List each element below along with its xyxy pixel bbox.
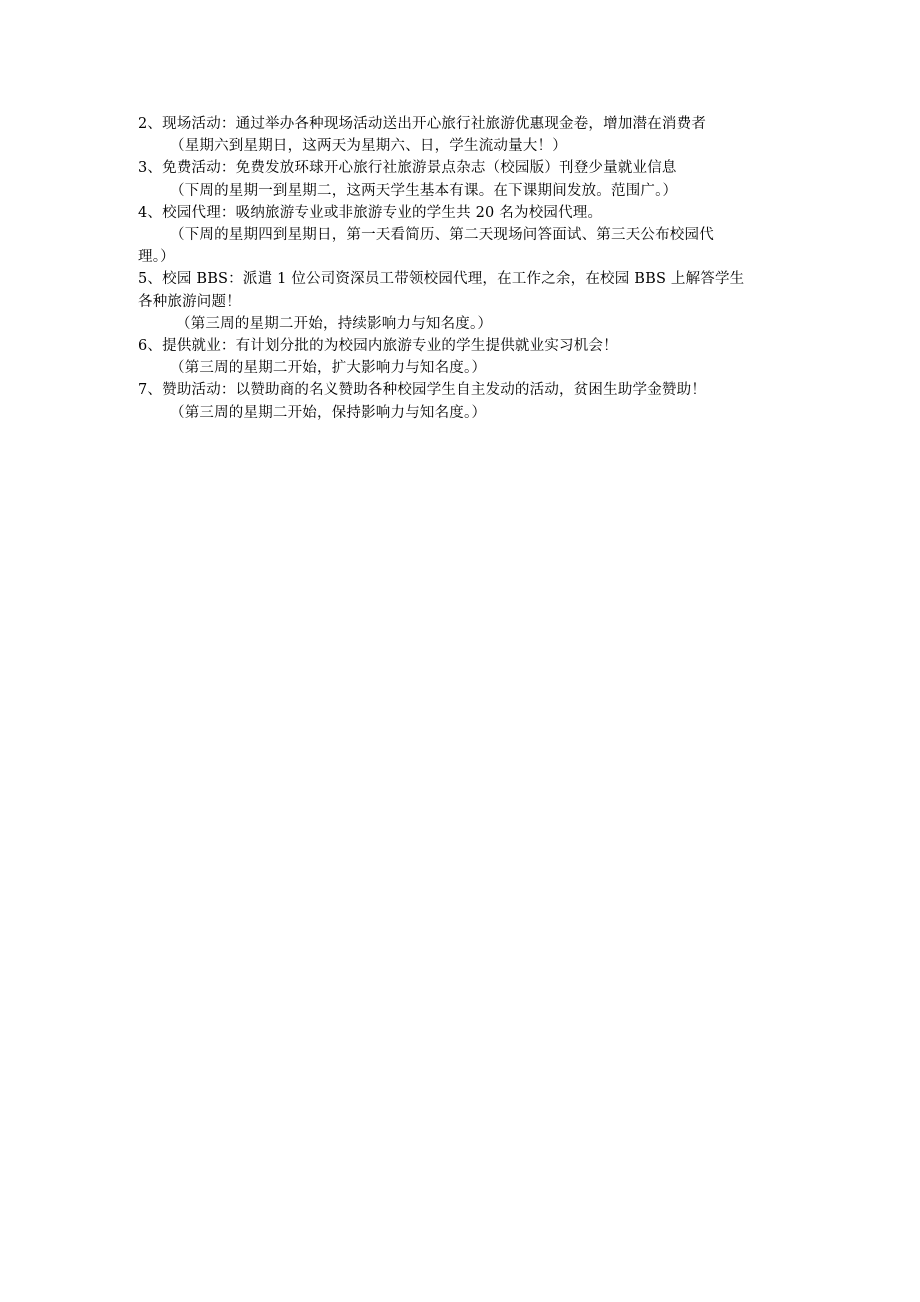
document-body	[138, 113, 788, 424]
item-6-heading: 6、提供就业：有计划分批的为校园内旅游专业的学生提供就业实习机会！	[138, 338, 618, 355]
item-5-note: （第三周的星期二开始，持续影响力与知名度。）	[176, 315, 493, 332]
item-4-note-cont: 理。）	[138, 249, 175, 266]
item-3-note: （下周的星期一到星期二，这两天学生基本有课。在下课期间发放。范围广。）	[170, 182, 678, 199]
item-4-heading: 4、校园代理：吸纳旅游专业或非旅游专业的学生共 20 名为校园代理。	[138, 204, 603, 221]
item-7-note: （第三周的星期二开始，保持影响力与知名度。）	[170, 404, 487, 421]
item-2-heading: 2、现场活动：通过举办各种现场活动送出开心旅行社旅游优惠现金卷，增加潜在消费者	[138, 116, 707, 132]
item-2-note: （星期六到星期日，这两天为星期六、日，学生流动量大！）	[170, 138, 567, 155]
item-5-heading-cont: 各种旅游问题！	[138, 293, 241, 310]
item-7-heading: 7、赞助活动：以赞助商的名义赞助各种校园学生自主发动的活动，贫困生助学金赞助！	[138, 382, 707, 399]
item-5-heading: 5、校园 BBS：派遣 1 位公司资深员工带领校园代理，在工作之余，在校园 BBS 上解答学生	[138, 271, 745, 288]
item-4-note: （下周的星期四到星期日，第一天看简历、第二天现场问答面试、第三天公布校园代	[170, 227, 714, 244]
item-3-heading: 3、免费活动：免费发放环球开心旅行社旅游景点杂志（校园版）刊登少量就业信息	[138, 160, 677, 177]
item-6-note: （第三周的星期二开始，扩大影响力与知名度。）	[170, 360, 487, 377]
